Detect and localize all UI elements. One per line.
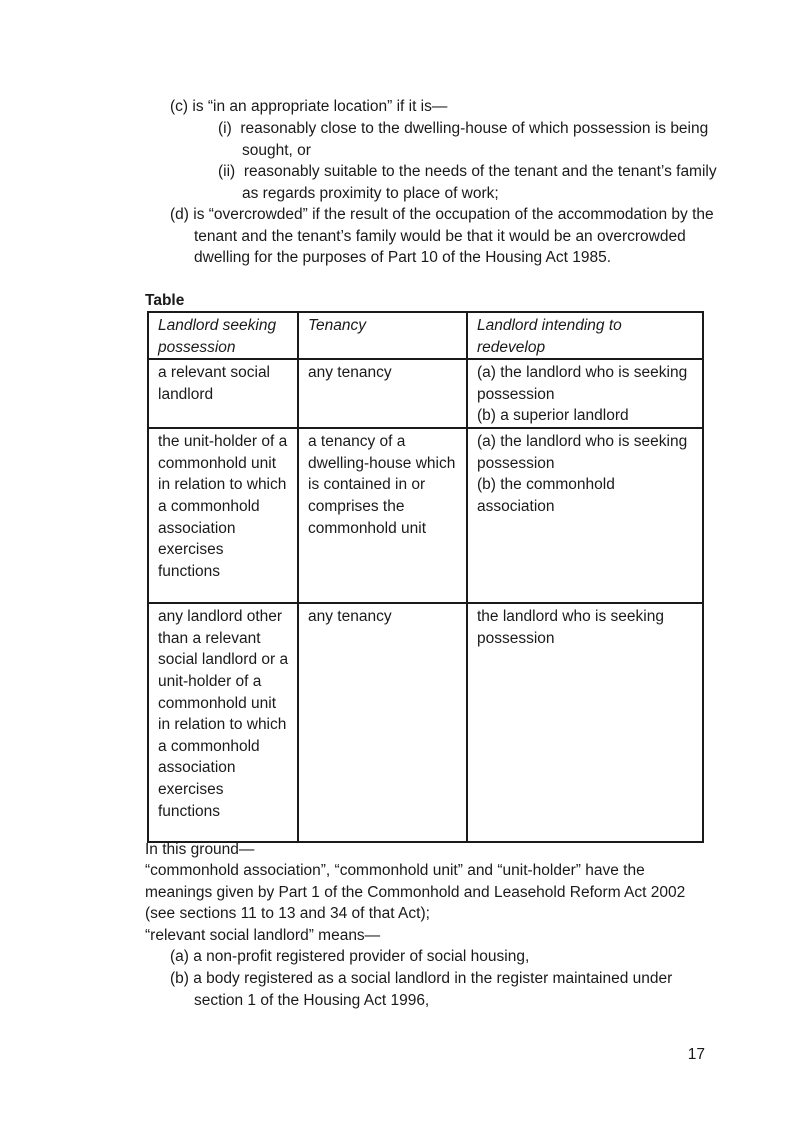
table-cell: a relevant social landlord — [148, 359, 298, 428]
clause-c: (c) is “in an appropriate location” if it is— — [170, 98, 448, 115]
table-cell: any tenancy — [298, 603, 467, 842]
table-cell: any tenancy — [298, 359, 467, 428]
definition-relevant-social-landlord: “relevant social landlord” means— — [145, 927, 381, 944]
page-number: 17 — [687, 1046, 705, 1063]
clause-c-i: (i) reasonably close to the dwelling-house of which possession is being sought, or — [218, 120, 709, 159]
clause-d: (d) is “overcrowded” if the result of the occupation of the accommodation by the tenant and the tenant’s family would be that it would be an overcrowded dwelling for the purposes of Part 10 of the Housing Act 1985. — [170, 206, 714, 267]
header-landlord-intending-to-redevelop: Landlord intending to redevelop — [467, 312, 703, 359]
clause-c-ii: (ii) reasonably suitable to the needs of the tenant and the tenant’s family as regards proximity to place of work; — [218, 163, 717, 202]
table-cell: the landlord who is seeking possession — [467, 603, 703, 842]
landlord-table — [147, 311, 704, 843]
definitions-intro: In this ground— — [145, 841, 255, 858]
table-cell: a tenancy of a dwelling-house which is contained in or comprises the commonhold unit — [298, 428, 467, 603]
table-cell: any landlord other than a relevant social landlord or a unit-holder of a commonhold unit in relation to which a commonhold association exercises functions — [148, 603, 298, 842]
header-tenancy: Tenancy — [298, 312, 467, 359]
table-row — [148, 428, 703, 603]
definition-rsl-b: (b) a body registered as a social landlord in the register maintained under section 1 of the Housing Act 1996, — [170, 970, 673, 1009]
table-cell: (a) the landlord who is seeking possession (b) the commonhold association — [467, 428, 703, 603]
table-cell: (a) the landlord who is seeking possession (b) a superior landlord — [467, 359, 703, 428]
table-row — [148, 603, 703, 842]
table-row — [148, 359, 703, 428]
definition-rsl-a: (a) a non-profit registered provider of social housing, — [170, 948, 530, 965]
table-cell: the unit-holder of a commonhold unit in relation to which a commonhold association exercises functions — [148, 428, 298, 603]
table-header-row — [148, 312, 703, 359]
header-landlord-seeking-possession: Landlord seeking possession — [148, 312, 298, 359]
definition-commonhold: “commonhold association”, “commonhold unit” and “unit-holder” have the meanings given by Part 1 of the Commonhold and Leasehold Reform Act 2002 (see sections 11 to 13 and 34 of that Act); — [145, 862, 686, 923]
table-heading: Table — [145, 292, 185, 309]
